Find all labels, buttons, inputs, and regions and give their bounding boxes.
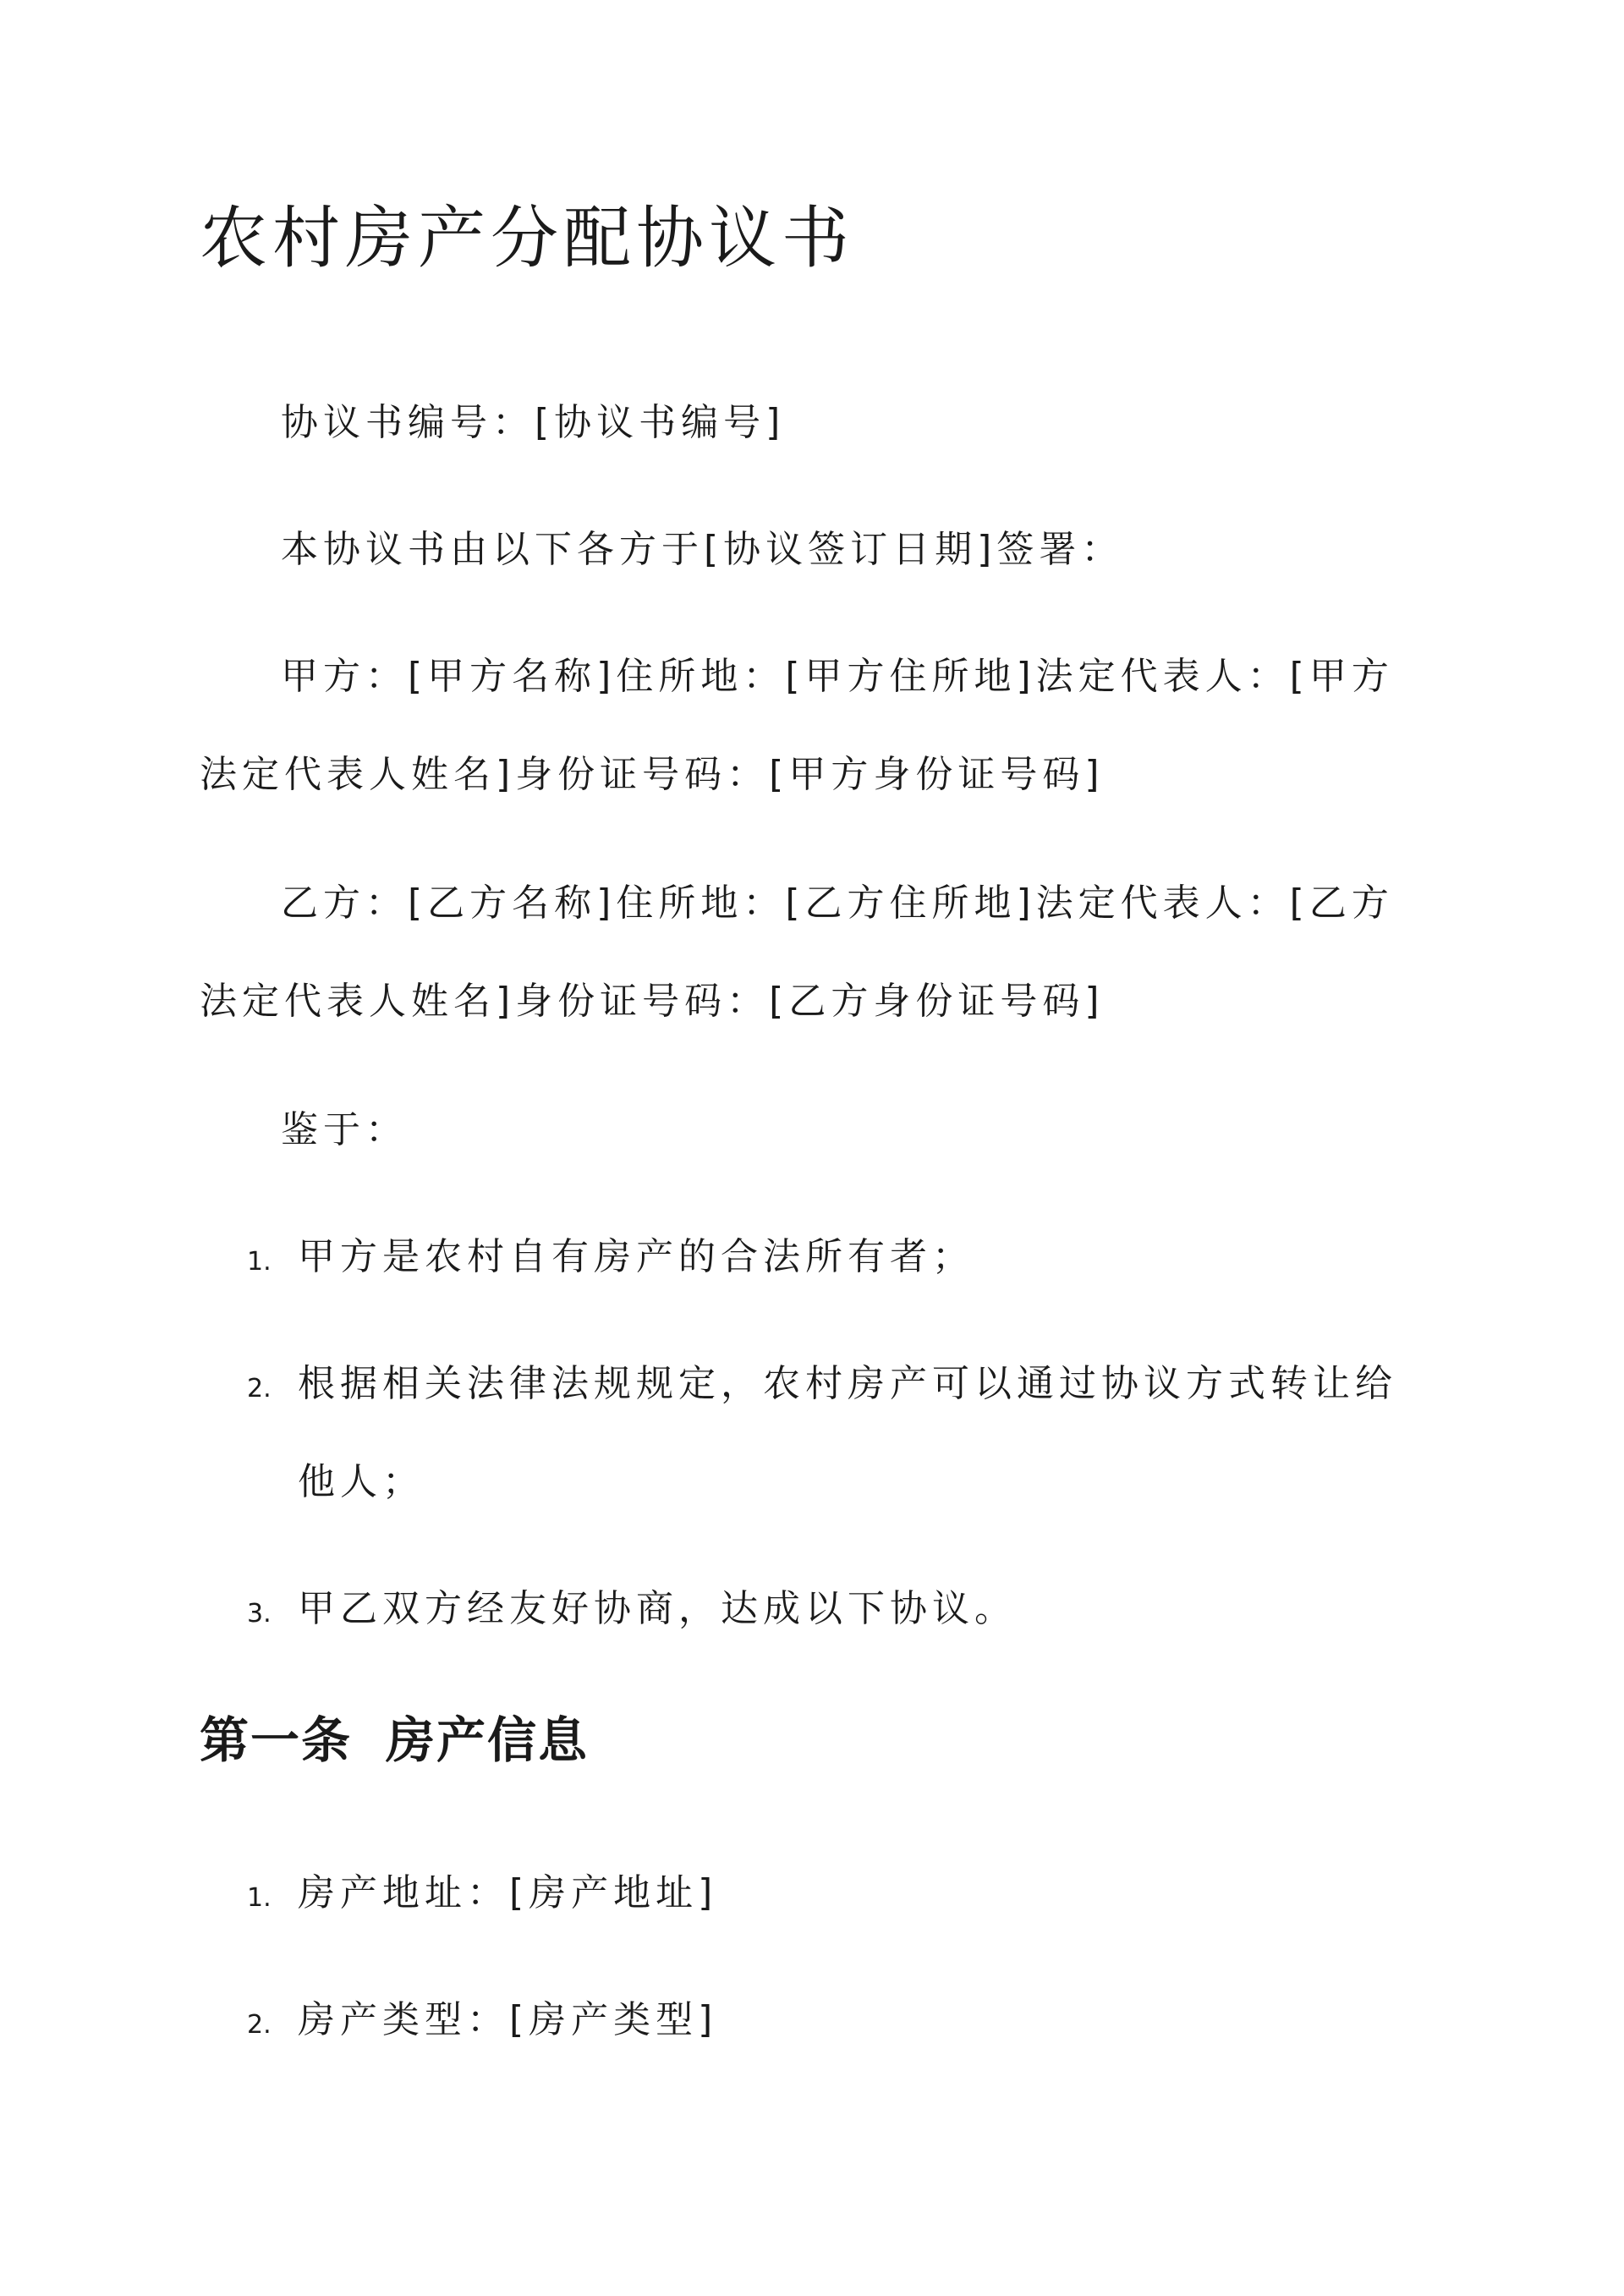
article-1-number: 第一条 bbox=[200, 1711, 353, 1769]
party-a-line: 甲方：[甲方名称]住所地：[甲方住所地]法定代表人：[甲方法定代表人姓名]身份证号码：[甲方身份证号码] bbox=[200, 655, 1394, 796]
article-1-title: 房产信息 bbox=[386, 1711, 590, 1769]
list-item bbox=[200, 1844, 1423, 1942]
list-item bbox=[200, 1208, 1423, 1306]
whereas-label: 鉴于： bbox=[281, 1108, 408, 1151]
list-number: 2. bbox=[247, 1374, 272, 1403]
agreement-number-line: 协议书编号：[协议书编号] bbox=[281, 401, 786, 444]
list-item bbox=[200, 1971, 1423, 2069]
list-text: 房产地址：[房产地址] bbox=[298, 1871, 718, 1914]
party-b-line: 乙方：[乙方名称]住所地：[乙方住所地]法定代表人：[乙方法定代表人姓名]身份证号码：[乙方身份证号码] bbox=[200, 882, 1394, 1023]
list-number: 1. bbox=[247, 1247, 272, 1277]
article-1-list bbox=[200, 1844, 1418, 2069]
list-number: 3. bbox=[247, 1599, 272, 1629]
list-text: 甲方是农村自有房产的合法所有者； bbox=[298, 1235, 974, 1278]
list-text: 甲乙双方经友好协商，达成以下协议。 bbox=[298, 1587, 1017, 1630]
article-1-heading bbox=[200, 1702, 589, 1778]
signing-line: 本协议书由以下各方于[协议签订日期]签署： bbox=[281, 528, 1124, 571]
list-number: 1. bbox=[247, 1883, 272, 1913]
whereas-list bbox=[200, 1208, 1418, 1658]
list-text: 根据相关法律法规规定，农村房产可以通过协议方式转让给他人； bbox=[298, 1362, 1397, 1503]
list-item bbox=[200, 1335, 1423, 1531]
list-text: 房产类型：[房产类型] bbox=[298, 1998, 718, 2041]
list-number: 2. bbox=[247, 2010, 272, 2040]
document-title: 农村房产分配协议书 bbox=[200, 199, 854, 277]
list-item bbox=[200, 1560, 1423, 1658]
